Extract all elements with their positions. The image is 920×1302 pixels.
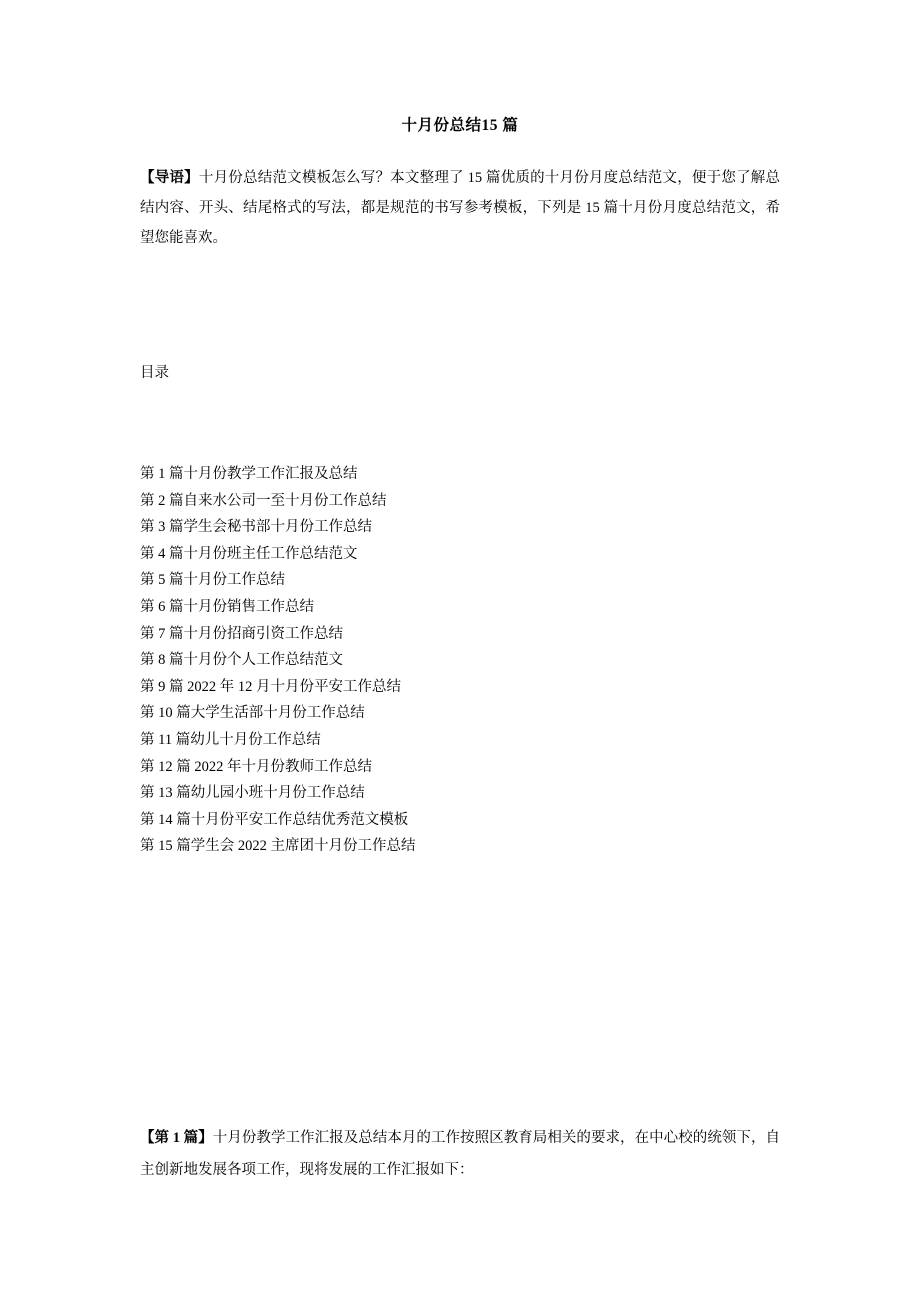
list-item[interactable]: 第 12 篇 2022 年十月份教师工作总结 bbox=[140, 758, 372, 775]
first-section-text: 十月份教学工作汇报及总结本月的工作按照区教育局相关的要求，在中心校的统领下，自主创新地发展各项工作，现将发展的工作汇报如下： bbox=[140, 1129, 781, 1178]
list-item[interactable]: 第 6 篇十月份销售工作总结 bbox=[140, 598, 314, 615]
page-title: 十月份总结15 篇 bbox=[401, 117, 519, 134]
intro-lead-label: 【导语】 bbox=[140, 169, 199, 186]
intro-text: 十月份总结范文模板怎么写？本文整理了 15 篇优质的十月份月度总结范文，便于您了解总结内容、开头、结尾格式的写法，都是规范的书写参考模板，下列是 15 篇十月份月度总结范文，希望您能喜欢。 bbox=[140, 169, 781, 246]
list-item[interactable]: 第 8 篇十月份个人工作总结范文 bbox=[140, 652, 343, 669]
list-item[interactable]: 第 7 篇十月份招商引资工作总结 bbox=[140, 625, 343, 642]
list-item[interactable]: 第 11 篇幼儿十月份工作总结 bbox=[140, 731, 321, 748]
list-item[interactable]: 第 4 篇十月份班主任工作总结范文 bbox=[140, 545, 358, 562]
first-section-paragraph bbox=[140, 1122, 780, 1186]
first-section-lead-label: 【第 1 篇】 bbox=[140, 1129, 213, 1146]
list-item[interactable]: 第 2 篇自来水公司一至十月份工作总结 bbox=[140, 492, 387, 509]
list-item[interactable]: 第 9 篇 2022 年 12 月十月份平安工作总结 bbox=[140, 678, 401, 695]
list-item[interactable]: 第 13 篇幼儿园小班十月份工作总结 bbox=[140, 785, 365, 802]
list-item[interactable]: 第 10 篇大学生活部十月份工作总结 bbox=[140, 705, 365, 722]
list-item[interactable]: 第 1 篇十月份教学工作汇报及总结 bbox=[140, 466, 358, 482]
toc-heading: 目录 bbox=[140, 365, 169, 381]
list-item[interactable]: 第 15 篇学生会 2022 主席团十月份工作总结 bbox=[140, 838, 416, 855]
intro-paragraph bbox=[140, 163, 780, 253]
list-item[interactable]: 第 14 篇十月份平安工作总结优秀范文模板 bbox=[140, 811, 409, 828]
list-item[interactable]: 第 5 篇十月份工作总结 bbox=[140, 572, 285, 589]
toc-list bbox=[140, 461, 800, 860]
list-item[interactable]: 第 3 篇学生会秘书部十月份工作总结 bbox=[140, 519, 372, 536]
